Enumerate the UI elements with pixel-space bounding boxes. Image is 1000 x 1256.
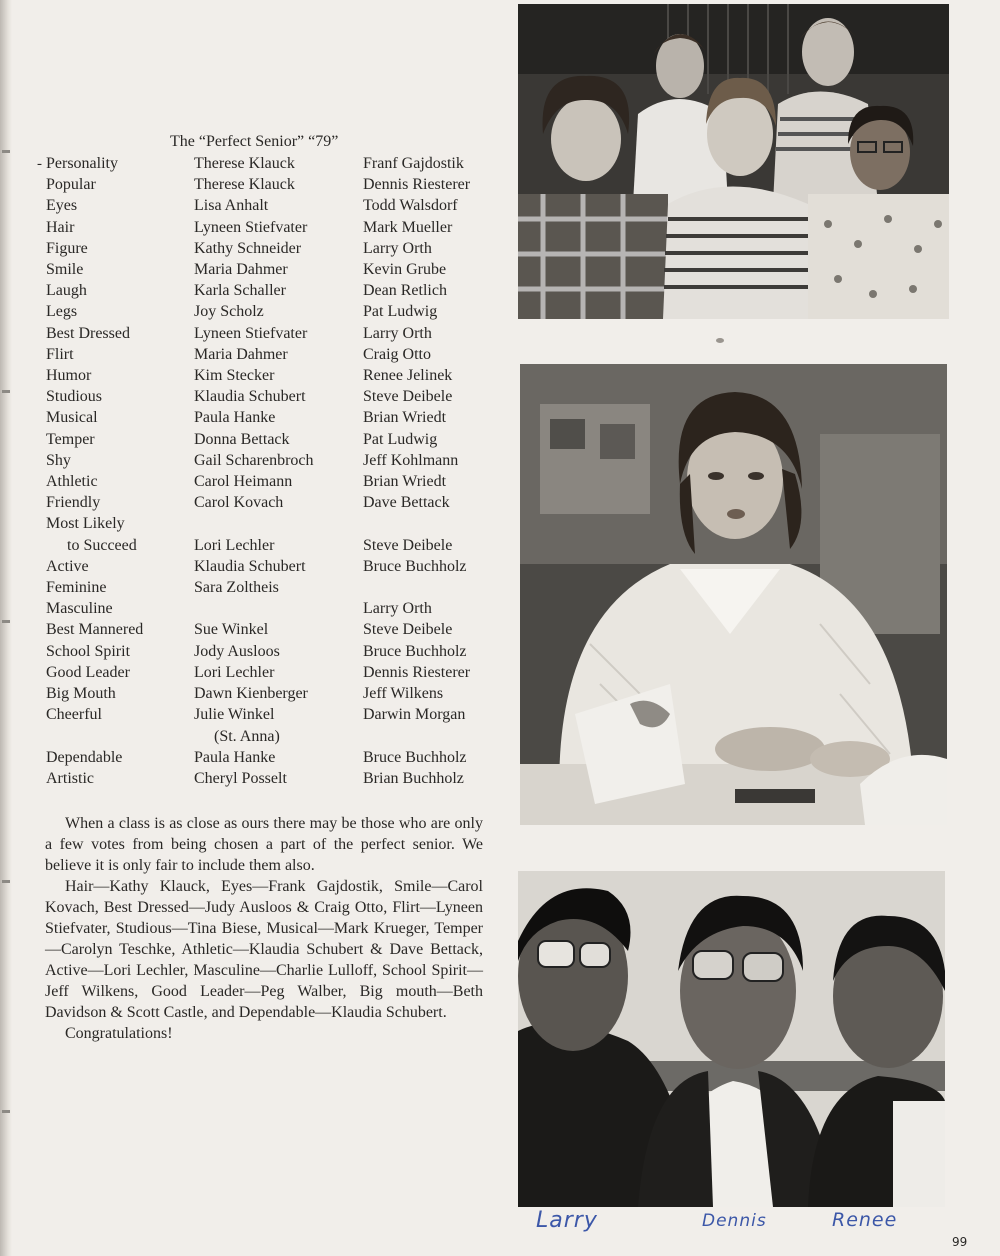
award-girl-winner: Sue Winkel — [194, 621, 269, 638]
award-category: Feminine — [46, 579, 107, 596]
award-girl-winner: Donna Bettack — [194, 431, 290, 448]
award-boy-winner: Pat Ludwig — [363, 303, 438, 320]
award-boy-winner: Kevin Grube — [363, 261, 447, 278]
award-girl-winner: Klaudia Schubert — [194, 388, 306, 405]
award-category: Laugh — [46, 282, 87, 299]
page-binding-edge — [0, 0, 12, 1256]
award-boy-winner: Dennis Riesterer — [363, 176, 471, 193]
print-smudge — [716, 338, 724, 343]
three-boys-photo — [518, 871, 945, 1207]
award-girl-winner: Joy Scholz — [194, 303, 264, 320]
award-boy-winner: Mark Mueller — [363, 219, 453, 236]
handwritten-name-renee: Renee — [832, 1209, 898, 1231]
award-boy-winner: Craig Otto — [363, 346, 431, 363]
award-girl-winner: Karla Schaller — [194, 282, 286, 299]
award-girl-winner: Lyneen Stiefvater — [194, 219, 308, 236]
award-girl-winner: Maria Dahmer — [194, 346, 288, 363]
award-girl-winner: Gail Scharenbroch — [194, 452, 314, 469]
award-boy-winner: Darwin Morgan — [363, 706, 466, 723]
award-girl-winner: Lori Lechler — [194, 537, 275, 554]
award-category: Musical — [46, 409, 98, 426]
girl-at-desk-photo — [520, 364, 947, 825]
award-boy-winner: Brian Wriedt — [363, 473, 447, 490]
cheerful-girl-note: (St. Anna) — [214, 728, 280, 745]
binding-staple-mark — [2, 620, 10, 623]
page-title: The “Perfect Senior” “79” — [170, 133, 339, 150]
award-category: Active — [46, 558, 89, 575]
award-category: Figure — [46, 240, 88, 257]
binding-staple-mark — [2, 880, 10, 883]
award-girl-winner: Kathy Schneider — [194, 240, 302, 257]
award-category: Hair — [46, 219, 75, 236]
binding-staple-mark — [2, 150, 10, 153]
award-category: Most Likely — [46, 515, 125, 532]
award-category: Dependable — [46, 749, 123, 766]
award-category: Cheerful — [46, 706, 102, 723]
award-boy-winner: Steve Deibele — [363, 621, 453, 638]
group-photo — [518, 4, 949, 319]
award-boy-winner: Steve Deibele — [363, 537, 453, 554]
award-girl-winner: Cheryl Posselt — [194, 770, 287, 787]
award-boy-winner: Dennis Riesterer — [363, 664, 471, 681]
award-girl-winner: Julie Winkel — [194, 706, 275, 723]
award-girl-winner: Therese Klauck — [194, 176, 295, 193]
award-boy-winner: Todd Walsdorf — [363, 197, 458, 214]
award-boy-winner: Steve Deibele — [363, 388, 453, 405]
award-girl-winner: Paula Hanke — [194, 409, 276, 426]
award-category: Personality — [46, 155, 118, 172]
award-girl-winner: Lori Lechler — [194, 664, 275, 681]
award-category: Temper — [46, 431, 95, 448]
award-girl-winner: Carol Kovach — [194, 494, 284, 511]
award-girl-winner: Dawn Kienberger — [194, 685, 308, 702]
award-category: Eyes — [46, 197, 78, 214]
award-girl-winner: Lisa Anhalt — [194, 197, 269, 214]
award-girl-winner: Lyneen Stiefvater — [194, 325, 308, 342]
award-category: Athletic — [46, 473, 98, 490]
award-boy-winner: Bruce Buchholz — [363, 558, 467, 575]
award-girl-winner: Paula Hanke — [194, 749, 276, 766]
award-boy-winner: Jeff Wilkens — [363, 685, 444, 702]
award-girl-winner: Maria Dahmer — [194, 261, 288, 278]
binding-staple-mark — [2, 390, 10, 393]
narrative-closing: Congratulations! — [65, 1025, 173, 1042]
award-girl-winner: Carol Heimann — [194, 473, 293, 490]
award-category: Legs — [46, 303, 78, 320]
award-boy-winner: Brian Buchholz — [363, 770, 464, 787]
award-category: Humor — [46, 367, 92, 384]
award-boy-winner: Bruce Buchholz — [363, 643, 467, 660]
award-boy-winner: Dean Retlich — [363, 282, 447, 299]
award-category: School Spirit — [46, 643, 131, 660]
page-number: 99 — [952, 1235, 968, 1249]
award-boy-winner: Franf Gajdostik — [363, 155, 464, 172]
award-boy-winner: Pat Ludwig — [363, 431, 438, 448]
award-category: Popular — [46, 176, 96, 193]
award-girl-winner: Klaudia Schubert — [194, 558, 306, 575]
award-boy-winner: Renee Jelinek — [363, 367, 453, 384]
award-category: Best Mannered — [46, 621, 144, 638]
award-category: Flirt — [46, 346, 74, 363]
award-girl-winner: Jody Ausloos — [194, 643, 280, 660]
handwritten-name-larry: Larry — [536, 1208, 598, 1233]
award-category: Good Leader — [46, 664, 130, 681]
award-category: Smile — [46, 261, 84, 278]
award-category: Best Dressed — [46, 325, 130, 342]
award-category: Studious — [46, 388, 103, 405]
narrative-intro: When a class is as close as ours there may be those who are only a few votes from being chosen a part of the perfect senior. We believe it is only fair to include them also. — [45, 815, 483, 874]
award-boy-winner: Dave Bettack — [363, 494, 450, 511]
list-dash-mark: - — [37, 156, 42, 172]
award-boy-winner: Larry Orth — [363, 240, 432, 257]
award-girl-winner: Sara Zoltheis — [194, 579, 279, 596]
handwritten-name-dennis: Dennis — [702, 1211, 767, 1231]
award-category: to Succeed — [67, 537, 137, 554]
award-category: Shy — [46, 452, 71, 469]
award-category: Friendly — [46, 494, 101, 511]
award-boy-winner: Jeff Kohlmann — [363, 452, 459, 469]
award-girl-winner: Kim Stecker — [194, 367, 275, 384]
award-girl-winner: Therese Klauck — [194, 155, 295, 172]
narrative-runners-up: Hair—Kathy Klauck, Eyes—Frank Gajdostik, Smile—Carol Kovach, Best Dressed—Judy Ausloos & Craig Otto, Flirt—Lyneen Stiefvater, Studious—Tina Biese, Musical—Mark Krueger, Temper—Carolyn Teschke, Athletic—Klaudia Schubert & Dave Bettack, Active—Lori Lechler, Masculine—Charlie Lulloff, School Spirit—Jeff Wilkens, Good Leader—Peg Walber, Big mouth—Beth Davidson & Scott Castle, and Dependable—Klaudia Schubert. — [45, 878, 483, 1021]
narrative-text — [45, 813, 483, 1044]
award-boy-winner: Brian Wriedt — [363, 409, 447, 426]
award-category: Artistic — [46, 770, 94, 787]
binding-staple-mark — [2, 1110, 10, 1113]
award-boy-winner: Larry Orth — [363, 600, 432, 617]
award-category: Masculine — [46, 600, 113, 617]
award-category: Big Mouth — [46, 685, 116, 702]
award-boy-winner: Bruce Buchholz — [363, 749, 467, 766]
award-boy-winner: Larry Orth — [363, 325, 432, 342]
